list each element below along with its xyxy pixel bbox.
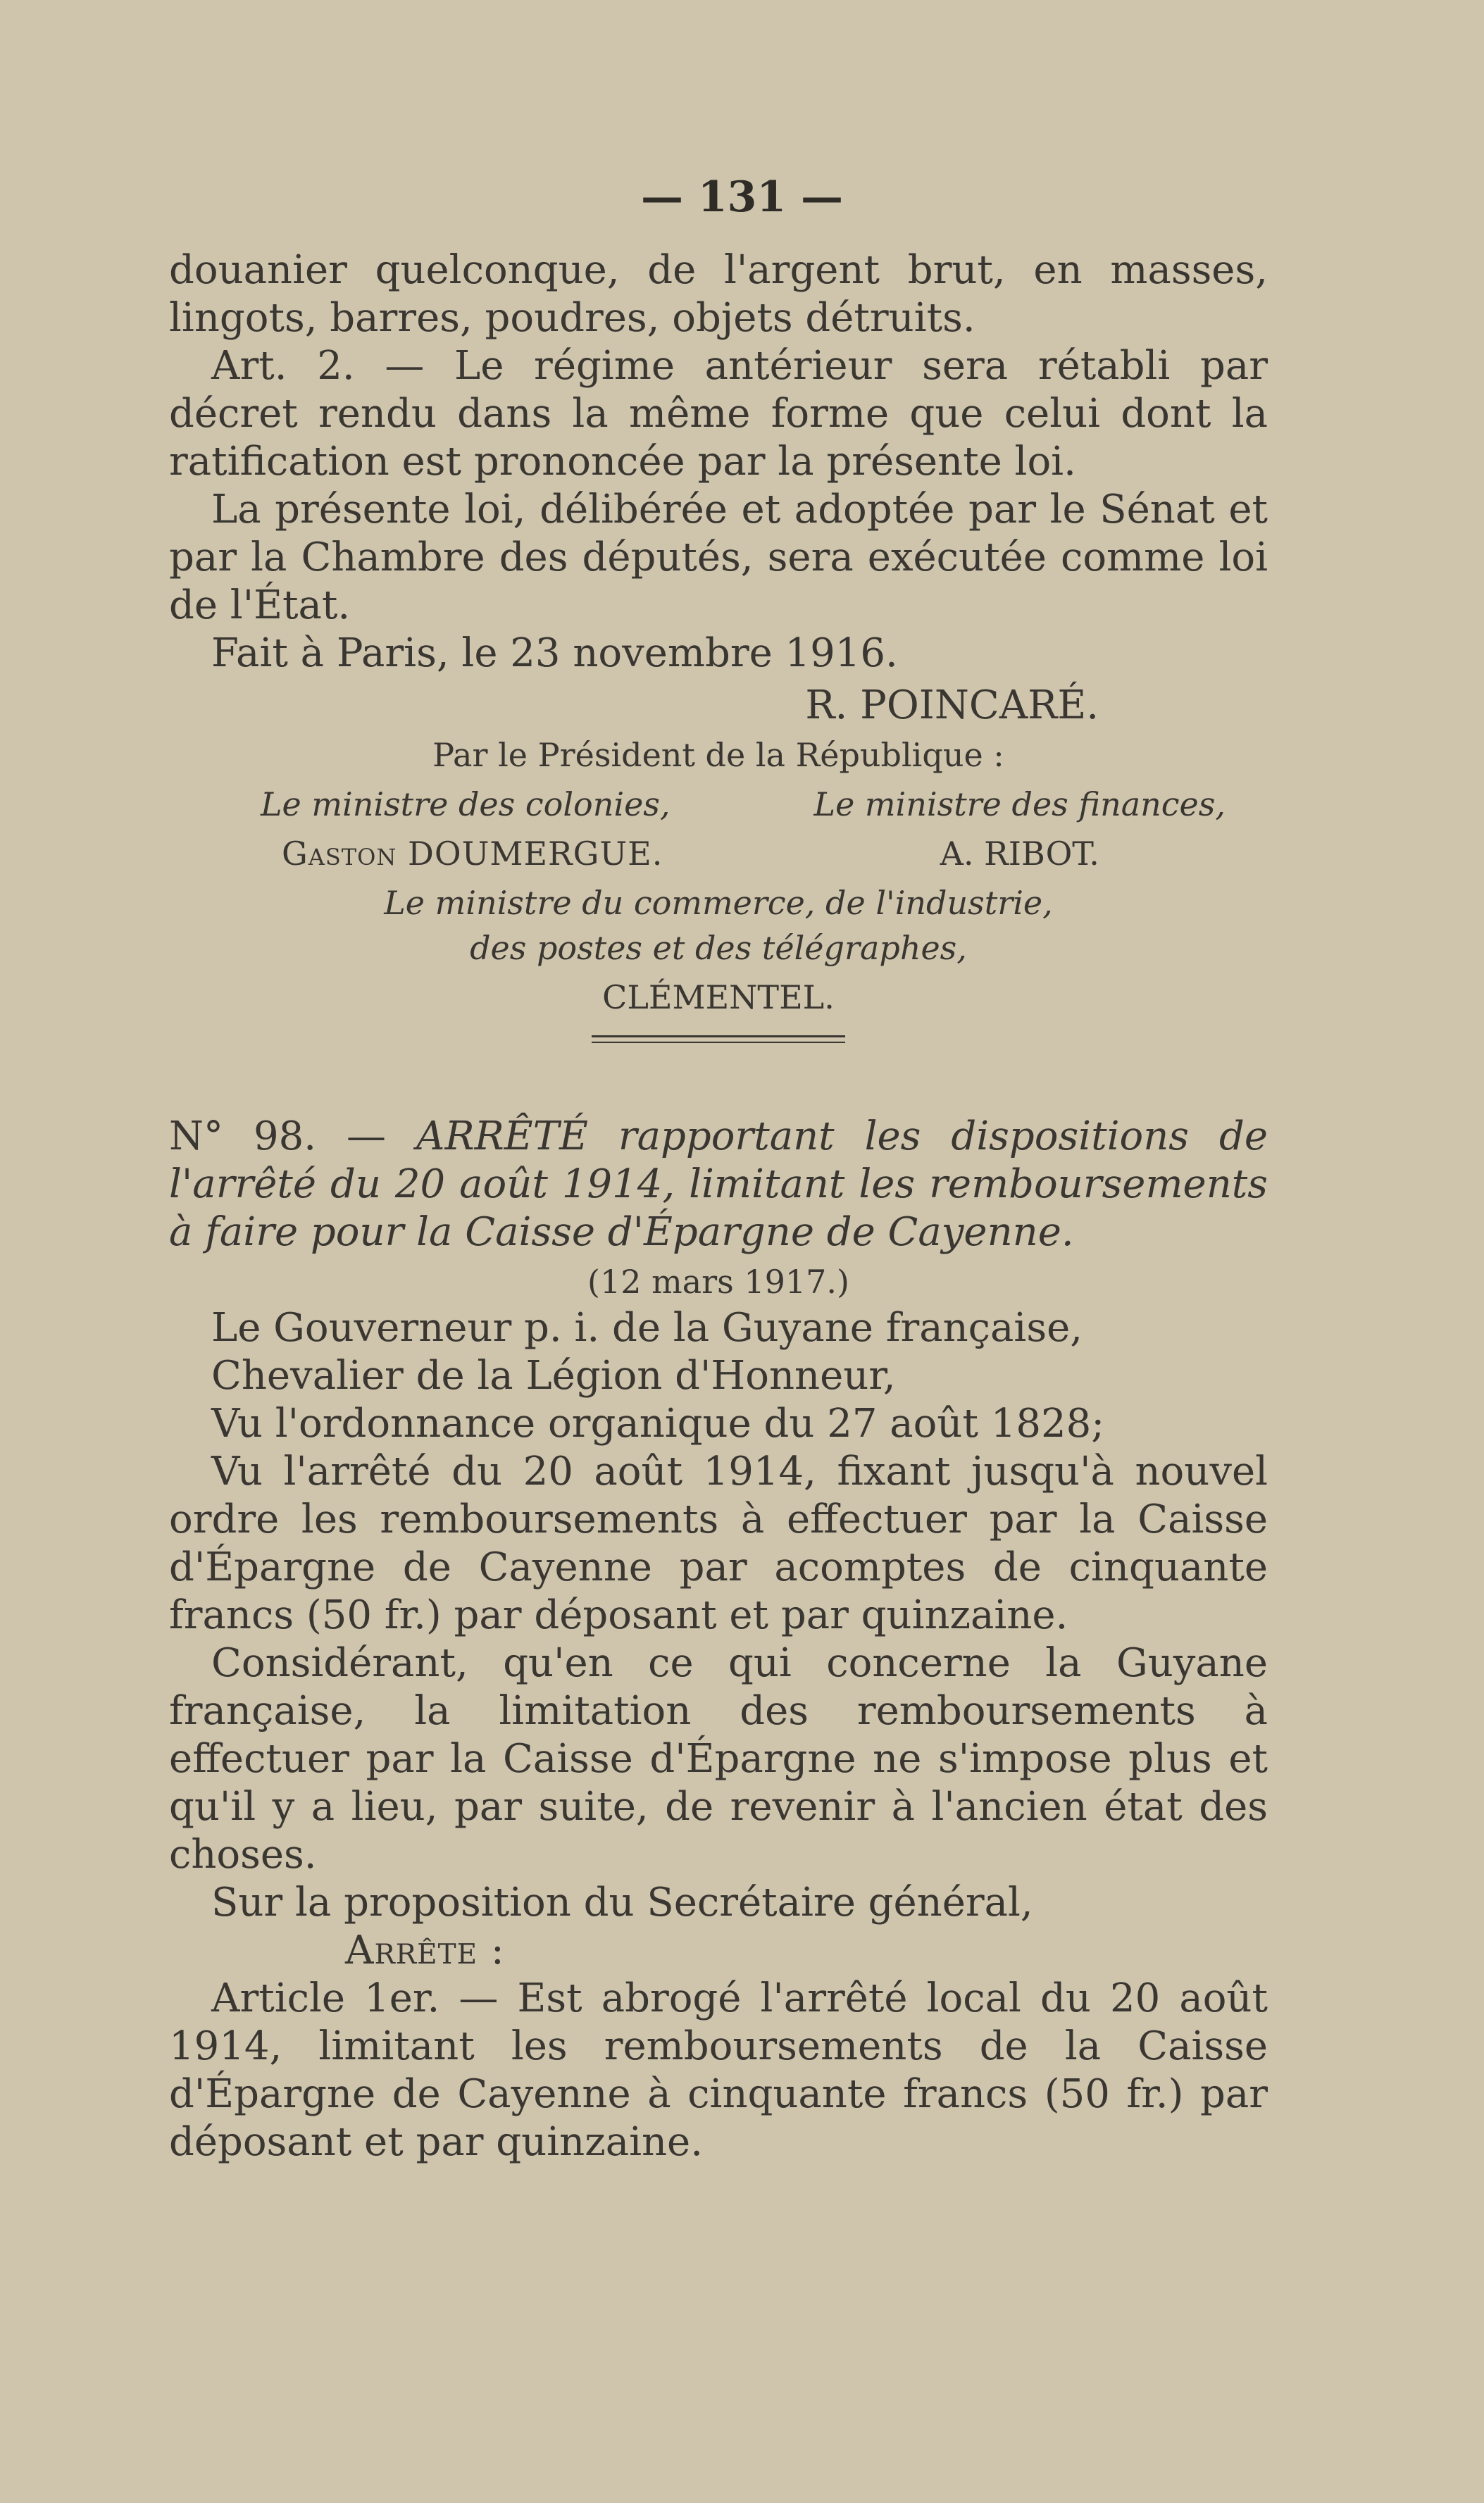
vu-1-paragraph: Vu l'ordonnance organique du 27 août 1828;	[211, 1401, 1105, 1447]
minister-finances-name: A. RIBOT.	[940, 835, 1099, 873]
minister-commerce-title-2: des postes et des télégraphes,	[470, 929, 967, 967]
ministers-row	[169, 782, 1268, 876]
minister-colonies-name: Gaston DOUMERGUE.	[282, 835, 663, 873]
president-signature: R. POINCARÉ.	[805, 682, 1099, 728]
minister-commerce-name: CLÉMENTEL.	[602, 978, 835, 1016]
chevalier-line: Chevalier de la Légion d'Honneur,	[211, 1353, 896, 1399]
governor-line: Le Gouverneur p. i. de la Guyane française,	[211, 1305, 1083, 1351]
arrete-label: Arrête :	[345, 1928, 505, 1973]
minister-colonies-title: Le ministre des colonies,	[261, 785, 671, 823]
by-president-line: Par le Président de la République :	[432, 736, 1004, 774]
section-divider	[592, 1035, 845, 1043]
execution-paragraph: La présente loi, délibérée et adoptée par le Sénat et par la Chambre des députés, sera exécutée comme loi de l'État.	[169, 487, 1268, 628]
article-2-paragraph: Art. 2. — Le régime antérieur sera rétabli par décret rendu dans la même forme que celui dont la ratification est prononcée par la présente loi.	[169, 343, 1268, 485]
done-at-line: Fait à Paris, le 23 novembre 1916.	[211, 630, 898, 676]
minister-finances-block	[814, 782, 1268, 876]
arrete-heading-paragraph	[169, 1113, 1268, 1256]
arrete-number: N° 98. —	[169, 1113, 387, 1159]
continuation-paragraph: douanier quelconque, de l'argent brut, en masses, lingots, barres, poudres, objets détruits.	[169, 247, 1268, 341]
arrete-date: (12 mars 1917.)	[587, 1263, 849, 1301]
considerant-paragraph: Considérant, qu'en ce qui concerne la Guyane française, la limitation des remboursements à effectuer par la Caisse d'Épargne ne s'impose plus et qu'il y a lieu, par suite, de revenir à l'ancien état des choses.	[169, 1640, 1268, 1878]
arrete-heading: ARRÊTÉ rapportant les dispositions de l'arrêté du 20 août 1914, limitant les remboursements à faire pour la Caisse d'Épargne de Cayenne.	[169, 1113, 1268, 1255]
law-end-section	[169, 246, 1268, 1059]
minister-commerce-title-1: Le ministre du commerce, de l'industrie,	[384, 884, 1053, 922]
article-1-paragraph: Article 1er. — Est abrogé l'arrêté local du 20 août 1914, limitant les remboursements de la Caisse d'Épargne de Cayenne à cinquante francs (50 fr.) par déposant et par quinzaine.	[169, 1975, 1268, 2165]
vu-2-paragraph: Vu l'arrêté du 20 août 1914, fixant jusqu'à nouvel ordre les remboursements à effectuer par la Caisse d'Épargne de Cayenne par acomptes de cinquante francs (50 fr.) par déposant et par quinzaine.	[169, 1449, 1268, 1638]
arrete-section	[169, 1113, 1268, 2166]
page-number: — 131 —	[640, 173, 844, 222]
proposition-paragraph: Sur la proposition du Secrétaire général,	[211, 1880, 1033, 1925]
minister-colonies-block	[169, 782, 671, 876]
minister-finances-title: Le ministre des finances,	[813, 785, 1226, 823]
